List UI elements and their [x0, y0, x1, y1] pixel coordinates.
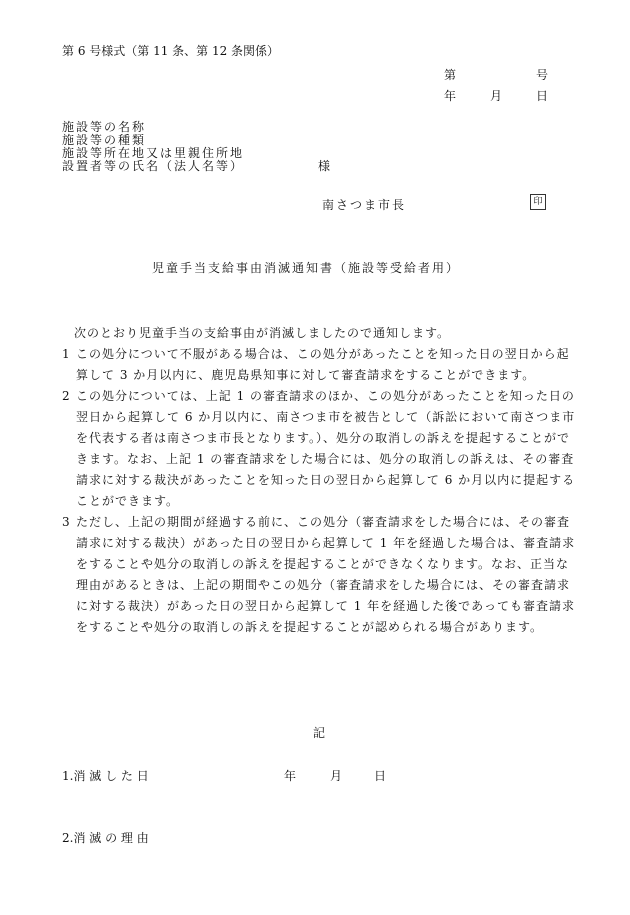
seal-mark: 印: [530, 194, 546, 210]
facility-type-label: 施設等の種類: [62, 133, 147, 147]
facility-address-label: 施設等所在地又は里親住所地: [62, 146, 245, 160]
facility-name-label: 施設等の名称: [62, 120, 147, 134]
notice-item-1: [62, 344, 582, 386]
notice-body: [62, 323, 582, 638]
notice-item-3: [62, 512, 582, 638]
date-month: 月: [490, 89, 503, 103]
notice-number: 2: [62, 389, 71, 403]
date-day: 日: [536, 89, 549, 103]
issuer-name: 南さつま市長: [322, 198, 407, 212]
founder-name-label: 設置者等の氏名（法人名等）: [62, 159, 245, 173]
notice-item-2: [62, 386, 582, 512]
doc-number-suffix: 号: [536, 68, 549, 82]
form-number: 第 6 号様式（第 11 条、第 12 条関係）: [62, 44, 280, 58]
notice-number: 1: [62, 347, 71, 361]
notice-number: 3: [62, 515, 71, 529]
honorific: 様: [318, 159, 331, 173]
document-title: 児童手当支給事由消滅通知書（施設等受給者用）: [152, 261, 461, 275]
notice-text: ただし、上記の期間が経過する前に、この処分（審査請求をした場合には、その審査請求に対する裁決）があった日の翌日から起算して 1 年を経過した場合は、審査請求をすることや処分の取消しの訴えを提起することができなくなります。なお、正当な理由があるときは、上記の期間やこの処分（審査請求をした場合には、その審査請求に対する裁決）があった日の翌日から起算して 1 年を経過した後であっても審査請求をすることや処分の取消しの訴えを提起することが認められる場合があります。: [76, 515, 576, 634]
section1-day: 日: [374, 769, 387, 783]
section1-month: 月: [330, 769, 343, 783]
intro-text: 次のとおり児童手当の支給事由が消滅しましたので通知します。: [74, 326, 451, 340]
ki-heading: 記: [313, 726, 326, 740]
section1-label: 1.消 滅 し た 日: [62, 769, 149, 783]
date-year: 年: [444, 89, 457, 103]
doc-number-prefix: 第: [444, 68, 457, 82]
notice-text: この処分について不服がある場合は、この処分があったことを知った日の翌日から起算して 3 か月以内に、鹿児島県知事に対して審査請求をすることができます。: [76, 347, 570, 382]
notice-text: この処分については、上記 1 の審査請求のほか、この処分があったことを知った日の翌日から起算して 6 か月以内に、南さつま市を被告として（訴訟において南さつま市を代表する者は南さつま市長となります。）、処分の取消しの訴えを提起することができます。なお、上記 1 の審査請求をした場合には、処分の取消しの訴えは、その審査請求に対する裁決があったことを知った日の翌日から起算して 6 か月以内に提起することができます。: [76, 389, 576, 508]
section1-year: 年: [284, 769, 297, 783]
section2-label: 2.消 滅 の 理 由: [62, 831, 149, 845]
